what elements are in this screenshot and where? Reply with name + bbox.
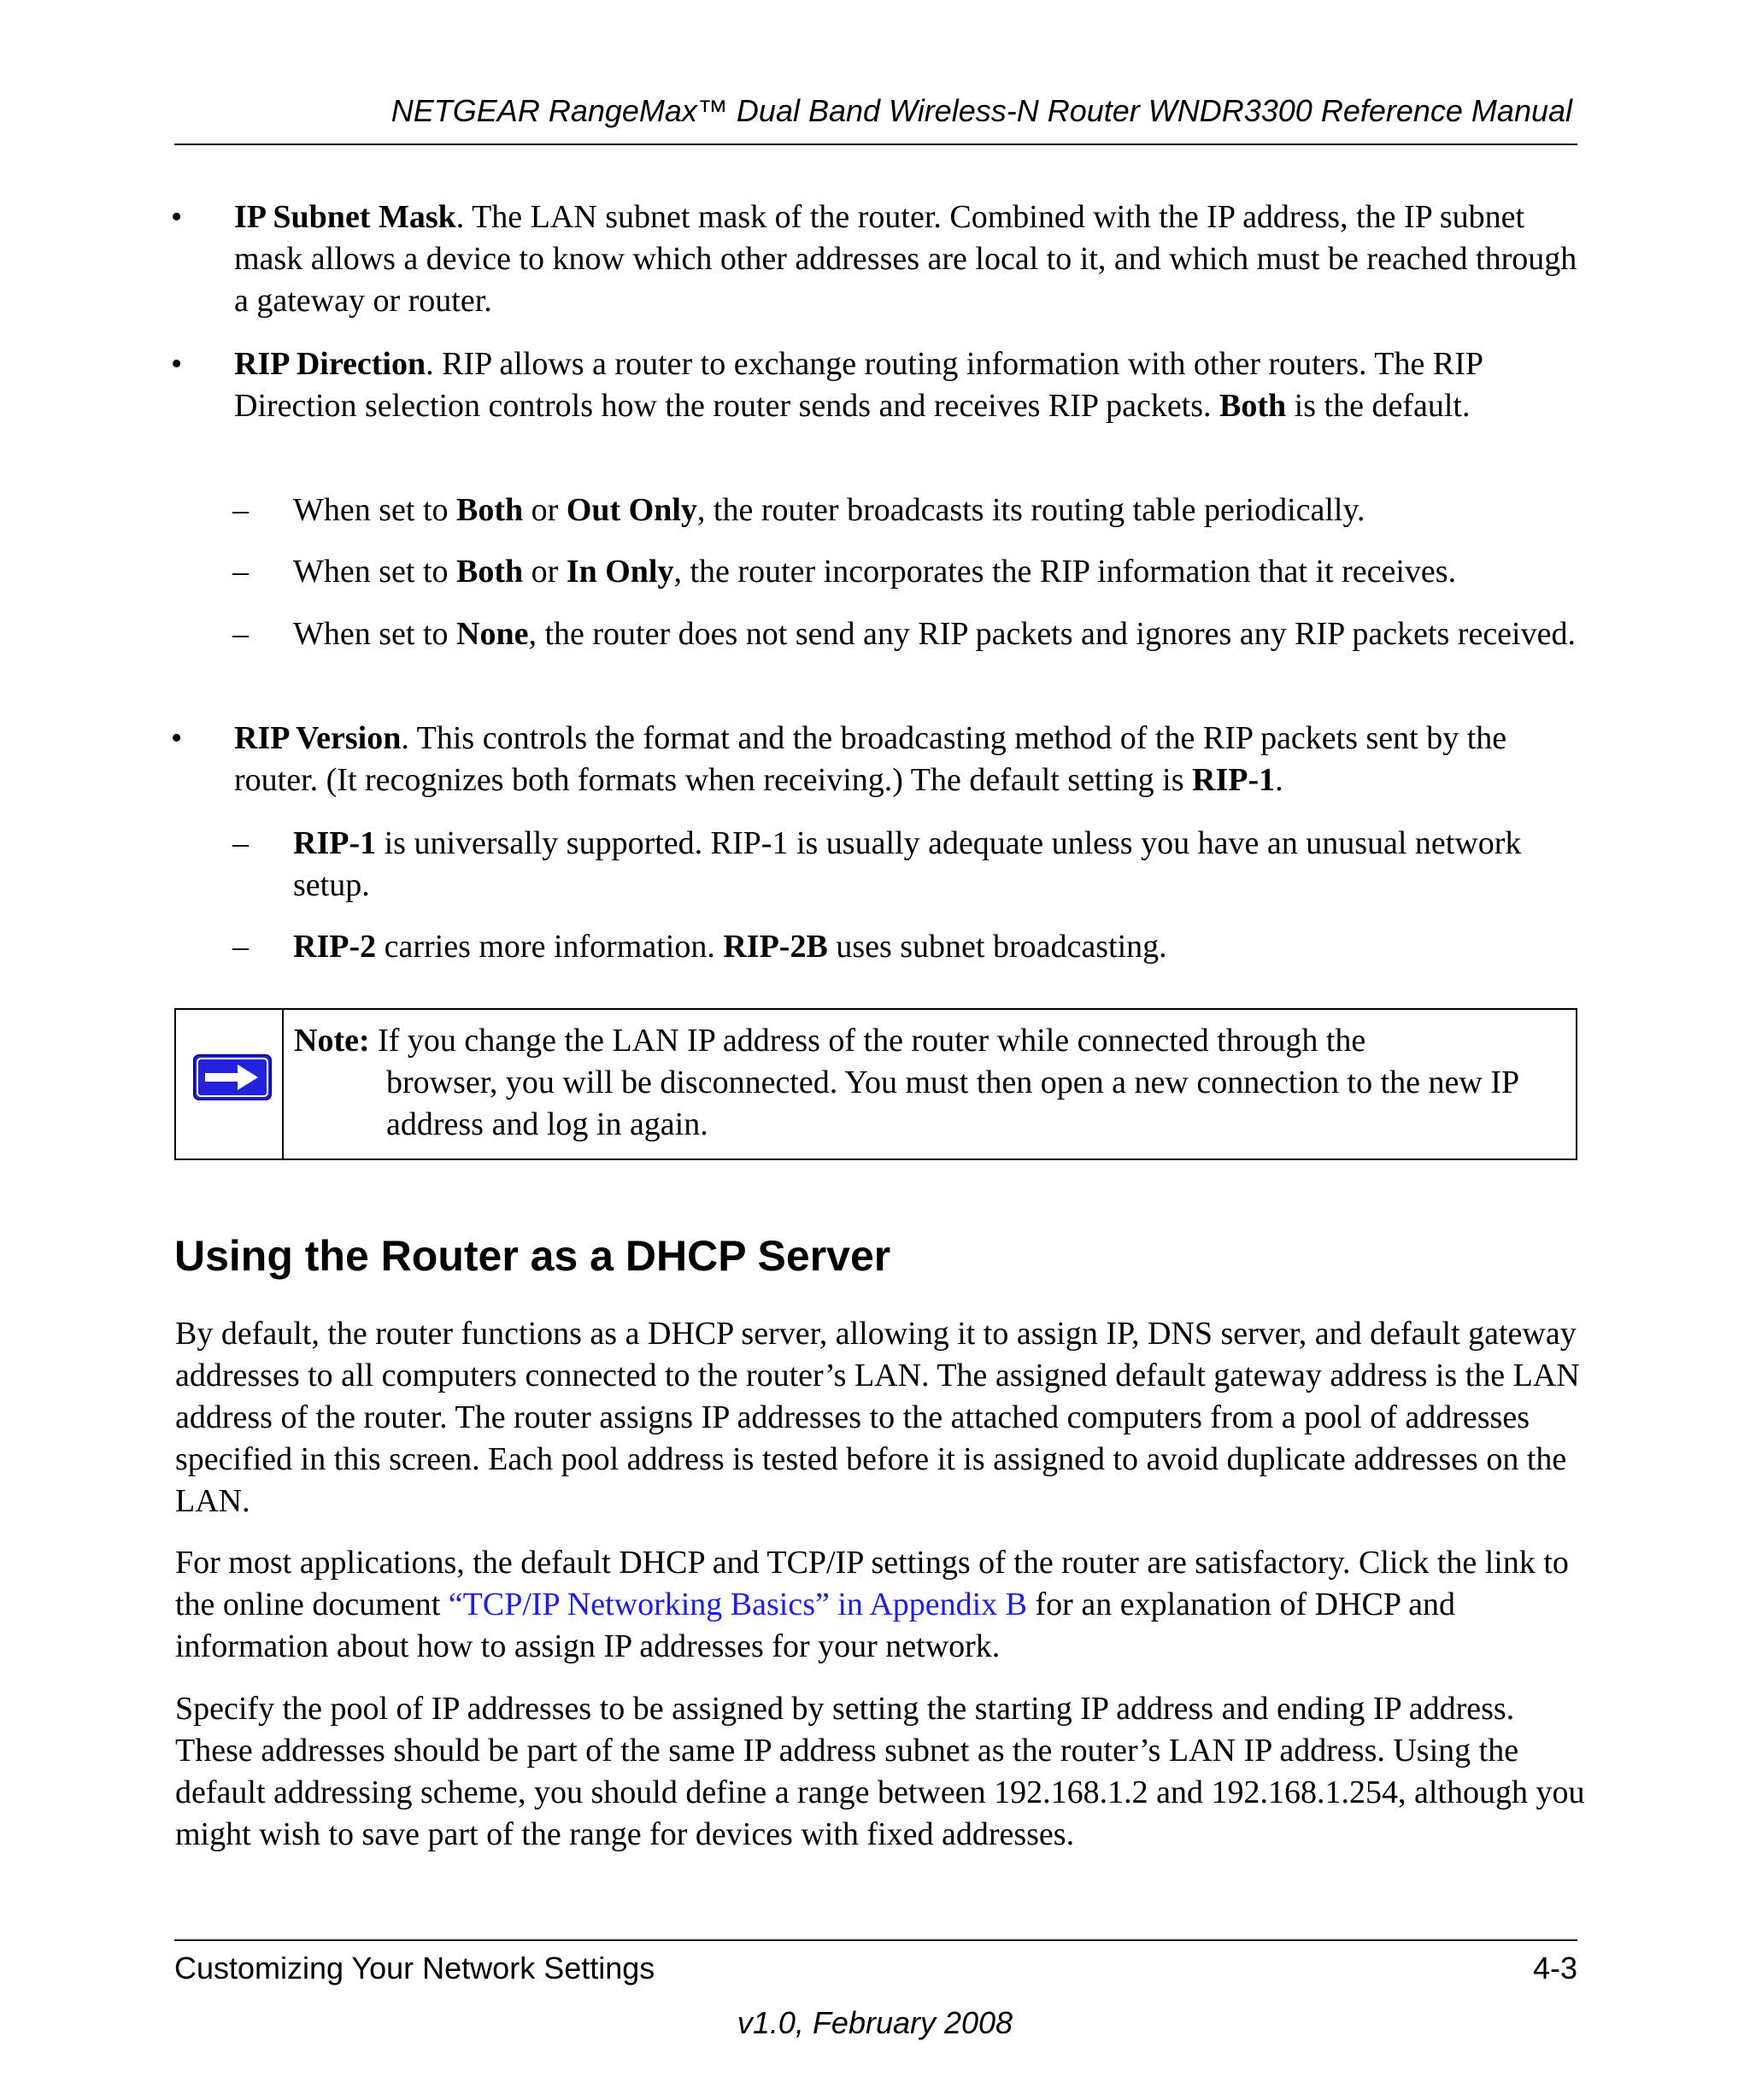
- bullet-glyph: •: [171, 199, 183, 235]
- bullet-text: . The LAN subnet mask of the router. Combined with the IP address, the IP subnet mask allows a device to know which other addresses are local to it, and which must be reached through a gateway or router.: [234, 199, 1577, 319]
- text: When set to: [293, 616, 457, 652]
- bullet-text: . RIP allows a router to exchange routing information with other routers. The RIP Direction selection controls how the router sends and receives RIP packets.: [234, 346, 1483, 424]
- bold-text: RIP-2B: [723, 929, 828, 965]
- text: When set to: [293, 554, 457, 590]
- dash-glyph: –: [232, 616, 249, 652]
- bold-text: RIP-1: [293, 825, 377, 861]
- section-heading: Using the Router as a DHCP Server: [174, 1232, 891, 1280]
- text: or: [523, 492, 567, 528]
- right-arrow-icon: [193, 1054, 272, 1100]
- bullet-rip-direction: [234, 343, 1584, 427]
- running-header: NETGEAR RangeMax™ Dual Band Wireless-N Router WNDR3300 Reference Manual: [391, 93, 1572, 128]
- bullet-term: RIP Version: [234, 720, 402, 756]
- bold-text: RIP-1: [1192, 762, 1276, 798]
- footer-version: v1.0, February 2008: [737, 2005, 1013, 2040]
- note-line1: If you change the LAN IP address of the router while connected through the: [378, 1023, 1366, 1059]
- bold-text: Both: [456, 554, 524, 590]
- note-label: Note:: [294, 1023, 370, 1059]
- dash-glyph: –: [232, 825, 249, 861]
- footer-rule: [174, 1939, 1577, 1941]
- sub-item-rip1: [293, 823, 1583, 906]
- text: , the router does not send any RIP packets and ignores any RIP packets received.: [528, 616, 1576, 652]
- bullet-ip-subnet-mask: [234, 197, 1584, 322]
- sub-item-out-only: [293, 490, 1583, 531]
- link-tcpip-basics[interactable]: “TCP/IP Networking Basics” in Appendix B: [448, 1587, 1028, 1622]
- paragraph-dhcp-settings: [175, 1542, 1585, 1668]
- note-box: [174, 1008, 1577, 1160]
- footer-page-number: 4-3: [1532, 1950, 1577, 1986]
- bold-text: Out Only: [566, 492, 697, 528]
- sub-item-rip2: [293, 926, 1583, 968]
- bullet-term: RIP Direction: [234, 346, 426, 382]
- bold-text: Both: [456, 492, 524, 528]
- text: or: [523, 554, 567, 590]
- header-rule: [174, 144, 1577, 145]
- text: , the router broadcasts its routing table periodically.: [696, 492, 1365, 528]
- bullet-glyph: •: [171, 720, 183, 756]
- text: is universally supported. RIP-1 is usually adequate unless you have an unusual network setup.: [293, 825, 1522, 903]
- bullet-term: IP Subnet Mask: [234, 199, 456, 235]
- text: uses subnet broadcasting.: [827, 929, 1167, 965]
- bold-text: Both: [1219, 388, 1287, 424]
- footer-chapter: Customizing Your Network Settings: [174, 1950, 655, 1986]
- text: for an explanation of DHCP and information about how to assign IP addresses for your network.: [175, 1587, 1455, 1664]
- text: For most applications, the default DHCP and TCP/IP settings of the router are satisfactory. Click the link to the online document: [175, 1545, 1569, 1622]
- text: When set to: [293, 492, 457, 528]
- bullet-rip-version: [234, 718, 1584, 801]
- paragraph-ip-pool: Specify the pool of IP addresses to be assigned by setting the starting IP address and ending IP address. These addresses should be part of the same IP address subnet as the router’s LAN IP address. Using the default addressing scheme, you should define a range between 192.168.1.2 and 192.168.1.254, although you might wish to save part of the range for devices with fixed addresses.: [175, 1691, 1585, 1852]
- text: carries more information.: [376, 929, 724, 965]
- dash-glyph: –: [232, 492, 249, 528]
- bold-text: None: [456, 616, 529, 652]
- note-divider: [282, 1010, 284, 1159]
- bullet-glyph: •: [171, 346, 183, 382]
- note-body: browser, you will be disconnected. You must then open a new connection to the new IP address and log in again.: [386, 1065, 1518, 1142]
- dash-glyph: –: [232, 554, 249, 590]
- sub-item-in-only: [293, 551, 1583, 593]
- bold-text: RIP-2: [293, 929, 377, 965]
- paragraph-dhcp-default: By default, the router functions as a DHCP server, allowing it to assign IP, DNS server, and default gateway addresses to all computers connected to the router’s LAN. The assigned default gateway address is the LAN address of the router. The router assigns IP addresses to the attached computers from a pool of addresses specified in this screen. Each pool address is tested before it is assigned to avoid duplicate addresses on the LAN.: [175, 1316, 1580, 1519]
- sub-item-none: [293, 613, 1583, 655]
- dash-glyph: –: [232, 929, 249, 965]
- note-text: [294, 1020, 1559, 1146]
- bold-text: In Only: [566, 554, 674, 590]
- bullet-text: . This controls the format and the broadcasting method of the RIP packets sent by the router. (It recognizes both formats when receiving.) The default setting is: [234, 720, 1507, 798]
- bullet-text: .: [1275, 762, 1283, 798]
- text: , the router incorporates the RIP information that it receives.: [673, 554, 1457, 590]
- bullet-text: is the default.: [1286, 388, 1471, 424]
